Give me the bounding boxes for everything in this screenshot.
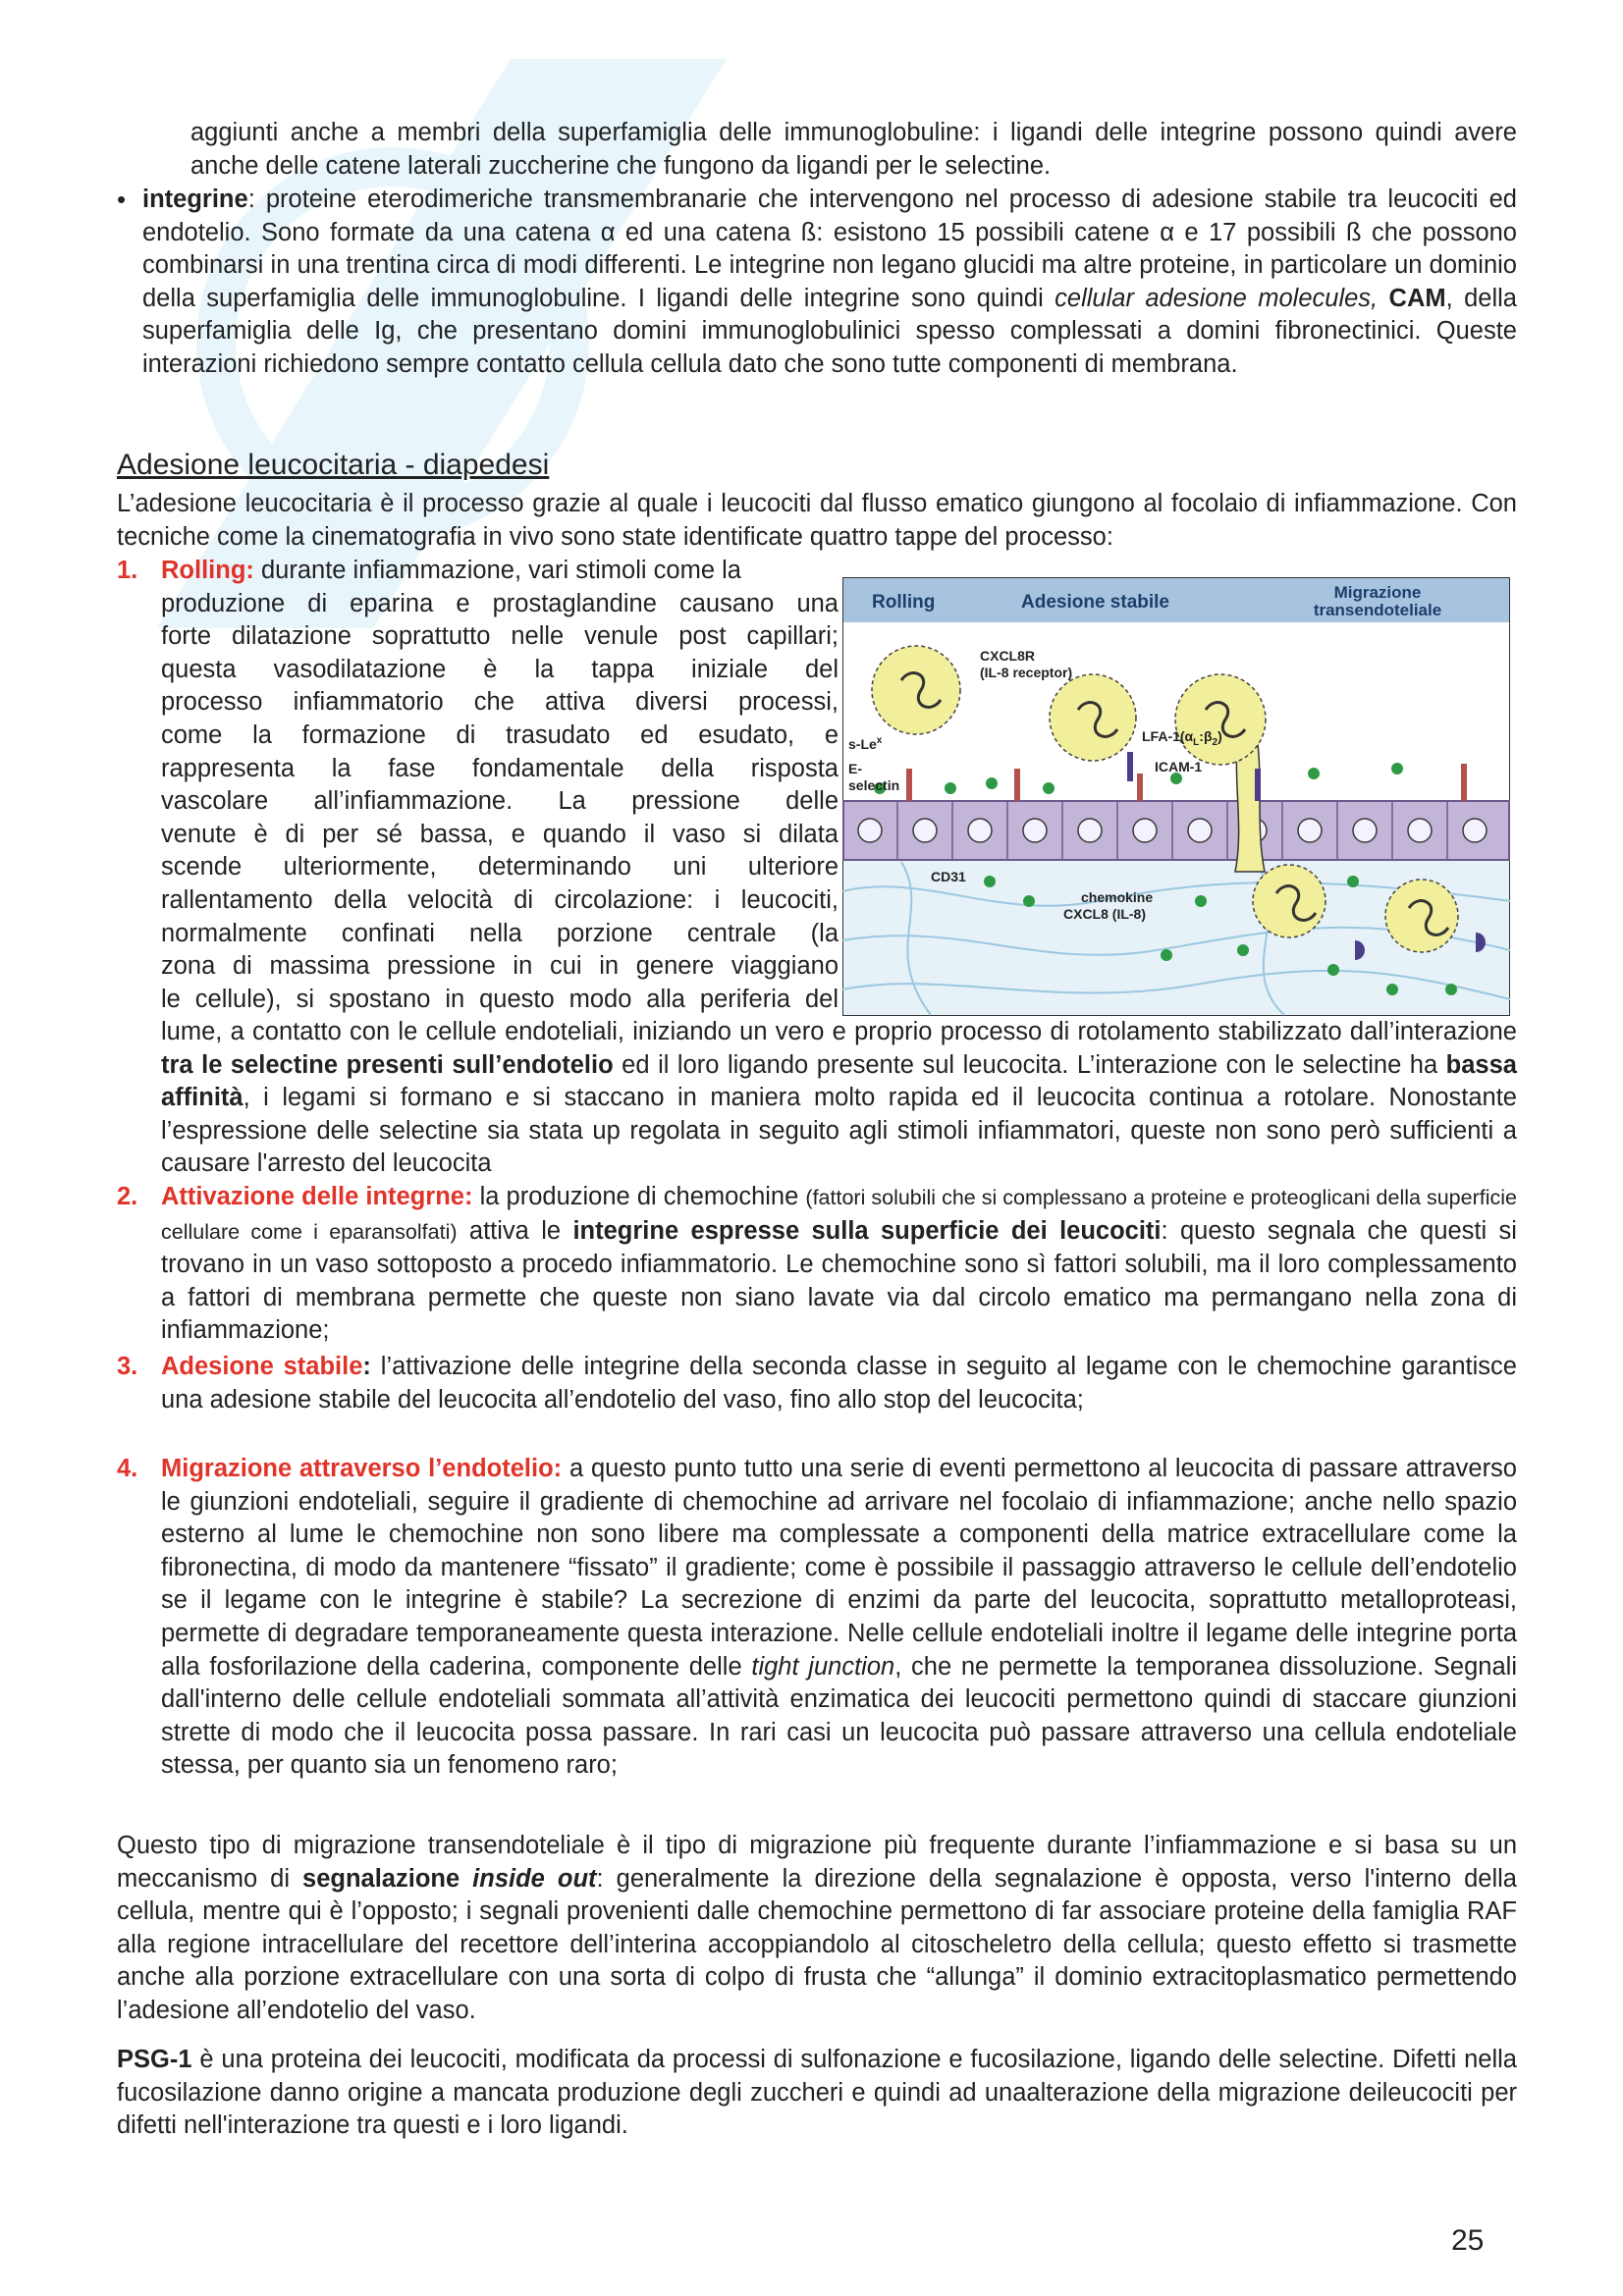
leukocyte-adhesion-figure xyxy=(842,577,1510,1016)
step-4-number: 4. xyxy=(117,1455,138,1482)
header-rolling: Rolling xyxy=(872,592,936,613)
label-e-selectin-1: E- xyxy=(848,761,862,776)
integrine-paragraph: integrine: proteine eterodimeriche transmembranarie che intervengono nel processo di adesione stabile tra leucociti ed endotelio. Sono formate da una catena α ed una catena ß: esistono 15 possibili catene α e 17 possibili ß che possono combinarsi in una trentina circa di modi differenti. Le integrine non legano glucidi ma altre proteine, in particolare un dominio della superfamiglia delle immunoglobuline. I ligandi delle integrine sono quindi cellular adesione molecules, CAM, della superfamiglia delle Ig, che presentano domini immunoglobulinici spesso complessati a domini fibronectinici. Queste interazioni richiedono sempre contatto cellula cellula dato che sono tutte componenti di membrana. xyxy=(142,186,1517,378)
step-4-paragraph: Migrazione attraverso l’endotelio: a questo punto tutto una serie di eventi permettono al leucocita di passare attraverso le giunzioni endoteliali, seguire il gradiente di chemochine ad arrivare nel focolaio di infiammazione; anche nello spazio esterno al lume le chemochine non sono libere ma complessate a componenti della matrice extracellulare come la fibronectina, di modo da mantenere “fissato” il gradiente; come è possibile il passaggio attraverso le cellule dell’endotelio se il legame con le integrine è stabile? La secrezione di enzimi da parte del leucocita, soprattutto metalloproteasi, permette di degradare temporaneamente questa interazione. Nelle cellule endoteliali inoltre il legame delle integrine porta alla fosforilazione della caderina, componente delle tight junction, che ne permette la temporanea dissoluzione. Segnali dall'interno delle cellule endoteliali sommata all’attività enzimatica dei leucociti permettono quindi di staccare giunzioni strette di modo che il leucocita possa passare. In rari casi un leucocita può passare attraverso una cellula endoteliale stessa, per quanto sia un fenomeno raro; xyxy=(161,1455,1517,1780)
label-lfa1: LFA-$1(\alpha_L:\beta_2)$ xyxy=(1142,728,1222,748)
step-1-continued: lume, a contatto con le cellule endoteliali, iniziando un vero e proprio processo di rotolamento stabilizzato dall’interazione tra le selectine presenti sull’endotelio ed il loro ligando presente sul leucocita. L’interazione con le selectine ha bassa affinità, i legami si formano e si staccano in maniera molto rapida ed il leucocita continua a rotolare. Nonostante l’espressione delle selectine sia stata up regolata in seguito agli stimoli infiammatori, queste non sono però sufficienti a causare l'arresto del leucocita xyxy=(161,1018,1517,1178)
label-cd31: CD31 xyxy=(931,869,966,884)
section-intro: L’adesione leucocitaria è il processo grazie al quale i leucociti dal flusso ematico giungono al focolaio di infiammazione. Con tecniche come la cinematografia in vivo sono state identificate quattro tappe del processo: xyxy=(117,490,1517,551)
page-number: 25 xyxy=(1451,2224,1485,2257)
inside-out-paragraph: Questo tipo di migrazione transendoteliale è il tipo di migrazione più frequente durante l’infiammazione e si basa su un meccanismo di segnalazione inside out: generalmente la direzione della segnalazione è opposta, verso l'interno della cellula, mentre qui è l’opposto; i segnali provenienti dalle chemochine permettono di far associare proteine della famiglia RAF alla regione intracellulare del recettore dell’interina accoppiandolo al citoscheletro della cellula; questo effetto si trasmette anche alla porzione extracellulare con una sorta di colpo di frusta che “allunga” il dominio extracitoplasmatico permettendo l’adesione all’endotelio del vaso. xyxy=(117,1832,1517,2024)
label-icam1: ICAM-1 xyxy=(1155,759,1203,774)
header-transendoteliale: transendoteliale xyxy=(1313,601,1442,619)
bullet-dot: • xyxy=(117,185,127,214)
integrine-term: integrine xyxy=(142,186,248,213)
step-2-number: 2. xyxy=(117,1183,138,1210)
step-3-number: 3. xyxy=(117,1353,138,1380)
continuation-paragraph: aggiunti anche a membri della superfamiglia delle immunoglobuline: i ligandi delle integrine possono quindi avere anche delle catene laterali zuccherine che fungono da ligandi per le selectine. xyxy=(190,119,1517,180)
section-heading: Adesione leucocitaria - diapedesi xyxy=(117,449,550,481)
step-1-wrapped: Rolling: durante infiammazione, vari stimoli come la produzione di eparina e prostaglandine causano una forte dilatazione soprattutto nelle venule post capillari; questa vasodilatazione è la tappa iniziale del processo infiammatorio che attiva diversi processi, come la formazione di trasudato ed esudato, e rappresenta la fase fondamentale della risposta vascolare all’infiammazione. La pressione delle venute è di per sé bassa, e quando il vaso si dilata scende ulteriormente, determinando uni ulteriore rallentamento della velocità di circolazione: i leucociti, normalmente confinati nella porzione centrale (la zona di massima pressione in cui in genere viaggiano le cellule), si spostano in questo modo alla periferia del xyxy=(161,557,839,1013)
label-chemokine: chemokine xyxy=(1081,889,1154,905)
label-cxcl8r: CXCL8R xyxy=(980,648,1036,664)
step-3-paragraph: Adesione stabile: l’attivazione delle integrine della seconda classe in seguito al legame con le chemochine garantisce una adesione stabile del leucocita all’endotelio del vaso, fino allo stop del leucocita; xyxy=(161,1353,1517,1414)
psg1-paragraph: PSG-1 è una proteina dei leucociti, modificata da processi di sulfonazione e fucosilazione, ligando delle selectine. Difetti nella fucosilazione danno origine a mancata produzione degli zuccheri e quindi ad unaalterazione della migrazione deileucociti per difetti nell'interazione tra questi e i loro ligandi. xyxy=(117,2046,1517,2140)
label-cxcl8-il8: CXCL8 (IL-8) xyxy=(1063,906,1146,922)
step-1-number: 1. xyxy=(117,557,138,584)
label-e-selectin-2: selectin xyxy=(848,777,900,793)
header-migrazione: Migrazione xyxy=(1333,583,1422,602)
label-il8-receptor: (IL-8 receptor) xyxy=(980,665,1073,680)
header-adesione: Adesione stabile xyxy=(1021,592,1169,613)
label-slex: s-Le$^x$ xyxy=(848,735,883,752)
step-2-paragraph: Attivazione delle integrne: la produzione di chemochine (fattori solubili che si complessano a proteine e proteoglicani della superficie cellulare come i eparansolfati) attiva le integrine espresse sulla superficie dei leucociti: questo segnala che questi si trovano in un vaso sottoposto a procedo infiammatorio. Le chemochine sono sì fattori solubili, ma il loro complessamento a fattori di membrana permette che queste non siano lavate via dal circolo ematico ma permangano nella zona di infiammazione; xyxy=(161,1183,1517,1345)
